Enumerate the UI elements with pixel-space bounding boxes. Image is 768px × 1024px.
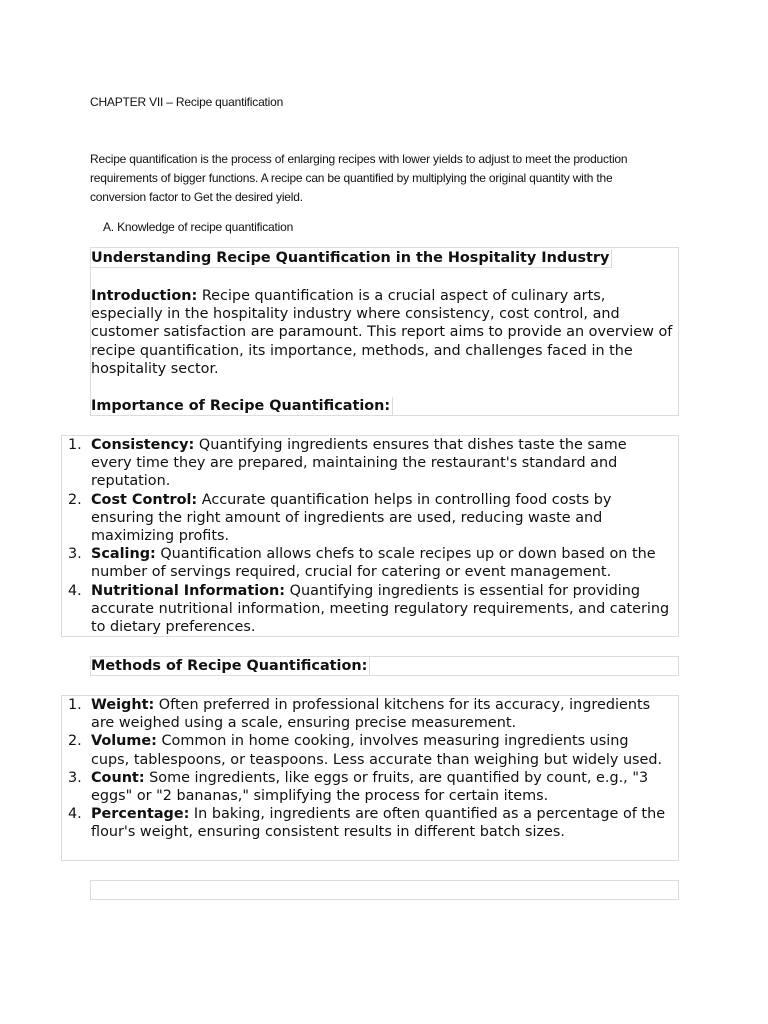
list-item (62, 769, 678, 805)
list-item-label: Cost Control: (91, 491, 198, 508)
intro-paragraph: Recipe quantification is the process of enlarging recipes with lower yields to adjust to meet the production requirements of bigger functions. A recipe can be quantified by multiplying the original quantity with the conversion factor to Get the desired yield. (90, 152, 628, 204)
introduction-text: Recipe quantification is a crucial aspect of culinary arts, especially in the hospitality industry where consistency, cost control, and customer satisfaction are paramount. This report aims to provide an overview of recipe quantification, its importance, methods, and challenges faced in the hospitality sector. (91, 288, 673, 377)
list-item-label: Count: (91, 769, 145, 786)
list-item-text: In baking, ingredients are often quantified as a percentage of the flour's weight, ensuring consistent results in different batch sizes. (91, 806, 666, 841)
section-heading-knowledge: A. Knowledge of recipe quantification (103, 220, 294, 234)
list-number: 2. (68, 733, 82, 750)
introduction-label: Introduction: (91, 288, 198, 304)
report-box (90, 247, 679, 416)
report-title: Understanding Recipe Quantification in the Hospitality Industry (91, 249, 612, 268)
chapter-title: CHAPTER VII – Recipe quantification (90, 95, 284, 109)
list-item-label: Percentage: (91, 806, 190, 823)
empty-text-box (90, 880, 679, 900)
list-number: 4. (68, 806, 82, 823)
list-number: 4. (68, 582, 82, 599)
list-item-label: Nutritional Information: (91, 582, 286, 599)
list-number: 3. (68, 769, 82, 786)
importance-list (62, 436, 678, 636)
list-item (62, 582, 678, 637)
report-introduction (91, 287, 673, 378)
list-item-text: Quantifying ingredients is essential for providing accurate nutritional information, meeting regulatory requirements, and catering to dietary preferences. (91, 582, 670, 636)
list-item-label: Consistency: (91, 437, 195, 453)
list-item-label: Weight: (91, 697, 155, 713)
list-item-text: Common in home cooking, involves measuring ingredients using cups, tablespoons, or teaspoons. Less accurate than weighing but widely used. (91, 733, 663, 768)
list-item (62, 545, 678, 581)
list-item (62, 436, 678, 491)
methods-list-box (61, 695, 679, 861)
list-number: 3. (68, 546, 82, 563)
list-item-text: Some ingredients, like eggs or fruits, are quantified by count, e.g., "3 eggs" or "2 bananas," simplifying the process for certain items. (91, 769, 649, 805)
list-item-text: Often preferred in professional kitchens for its accuracy, ingredients are weighed using a scale, ensuring precise measurement. (91, 697, 651, 732)
methods-heading: Methods of Recipe Quantification: (91, 657, 370, 675)
list-number: 2. (68, 491, 82, 508)
methods-heading-box (90, 656, 679, 676)
list-item-text: Accurate quantification helps in controlling food costs by ensuring the right amount of ingredients are used, reducing waste and maximizing profits. (91, 491, 612, 545)
list-item (62, 696, 678, 732)
list-number: 1. (68, 437, 82, 453)
list-item-text: Quantifying ingredients ensures that dishes taste the same every time they are prepared, maintaining the restaurant's standard and reputation. (91, 437, 627, 490)
importance-list-box (61, 435, 679, 637)
importance-heading: Importance of Recipe Quantification: (91, 397, 393, 415)
methods-list (62, 696, 678, 842)
list-number: 1. (68, 697, 82, 713)
list-item (62, 732, 678, 768)
list-item-label: Scaling: (91, 546, 156, 563)
list-item-text: Quantification allows chefs to scale recipes up or down based on the number of servings required, crucial for catering or event management. (91, 546, 656, 581)
list-item (62, 491, 678, 546)
list-item (62, 805, 678, 841)
list-item-label: Volume: (91, 733, 157, 750)
